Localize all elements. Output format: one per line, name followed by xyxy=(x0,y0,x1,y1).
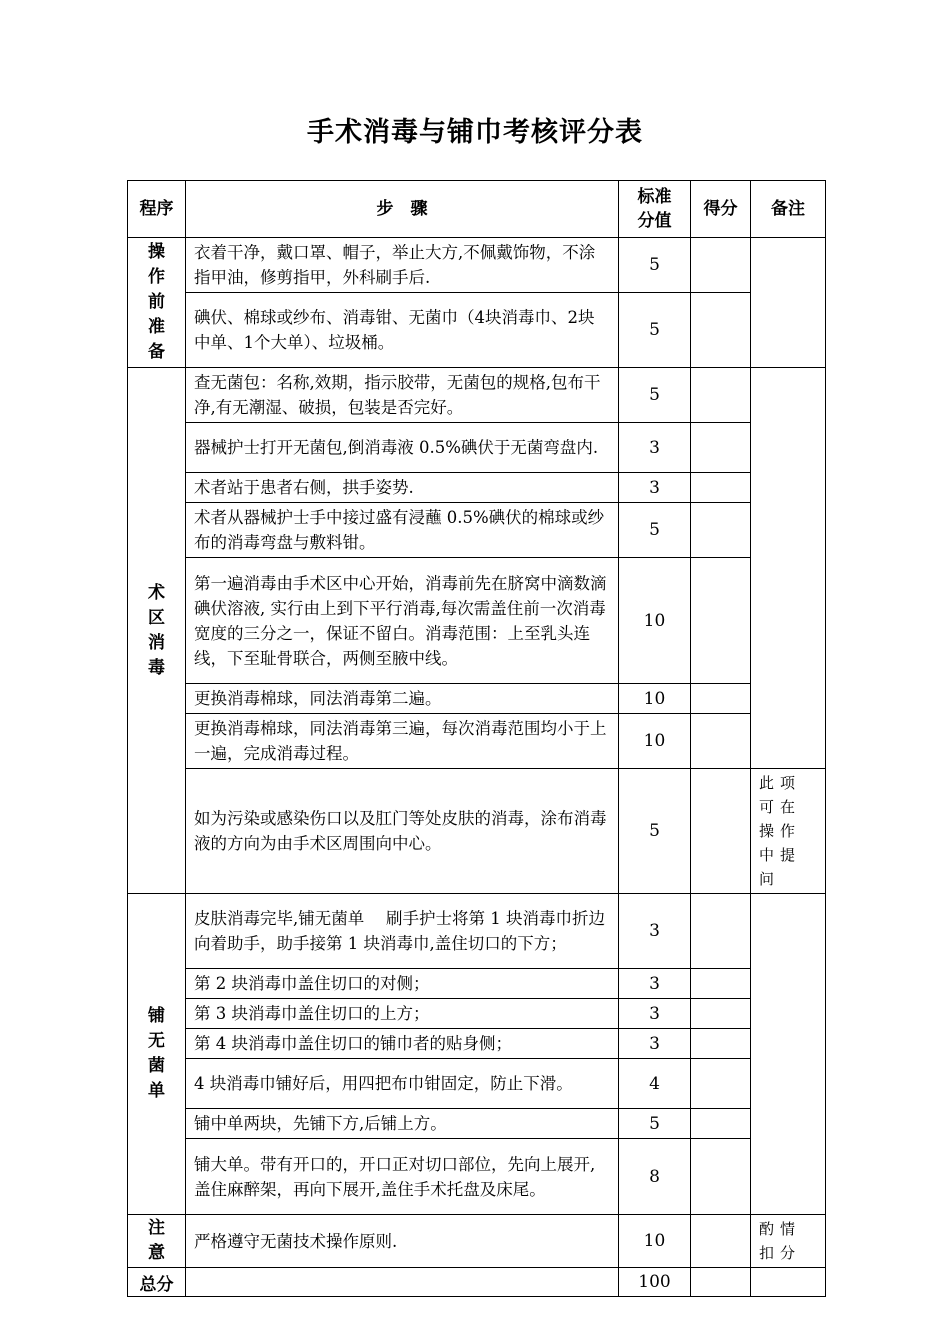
points-cell: 5 xyxy=(619,769,691,894)
remark-note: 此项可在操作中提问 xyxy=(751,769,826,894)
points-cell: 10 xyxy=(619,558,691,684)
step-cell: 如为污染或感染伤口以及肛门等处皮肤的消毒，涂布消毒液的方向为由手术区周围向中心。 xyxy=(186,769,619,894)
table-row xyxy=(128,969,826,999)
step-cell: 衣着干净，戴口罩、帽子，举止大方,不佩戴饰物，不涂指甲油，修剪指甲，外科刷手后. xyxy=(186,238,619,293)
step-cell: 第 4 块消毒巾盖住切口的铺巾者的贴身侧； xyxy=(186,1029,619,1059)
score-cell[interactable] xyxy=(691,238,751,293)
score-cell[interactable] xyxy=(691,684,751,714)
score-cell[interactable] xyxy=(691,368,751,423)
total-label: 总分 xyxy=(128,1268,186,1297)
step-cell: 第 2 块消毒巾盖住切口的对侧； xyxy=(186,969,619,999)
step-cell: 术者站于患者右侧，拱手姿势. xyxy=(186,473,619,503)
score-cell[interactable] xyxy=(691,558,751,684)
total-row xyxy=(128,1268,826,1297)
table-row xyxy=(128,503,826,558)
points-cell: 10 xyxy=(619,1215,691,1268)
header-procedure: 程序 xyxy=(128,181,186,238)
step-cell: 4 块消毒巾铺好后，用四把布巾钳固定，防止下滑。 xyxy=(186,1059,619,1109)
score-cell[interactable] xyxy=(691,473,751,503)
table-header-row xyxy=(128,181,826,238)
table-row xyxy=(128,999,826,1029)
step-cell: 查无菌包：名称,效期，指示胶带，无菌包的规格,包布干净,有无潮湿、破损，包装是否完好。 xyxy=(186,368,619,423)
section-prep: 操作前准备 xyxy=(128,238,186,368)
remark-note: 酌情扣分 xyxy=(751,1215,826,1268)
remark-cell xyxy=(751,238,826,368)
remark-cell xyxy=(751,368,826,769)
table-row xyxy=(128,1109,826,1139)
points-cell: 3 xyxy=(619,1029,691,1059)
table-row xyxy=(128,368,826,423)
score-cell[interactable] xyxy=(691,503,751,558)
points-cell: 3 xyxy=(619,969,691,999)
table-row xyxy=(128,1215,826,1268)
points-cell: 8 xyxy=(619,1139,691,1215)
step-cell: 碘伏、棉球或纱布、消毒钳、无菌巾（4块消毒巾、2块中单、1个大单）、垃圾桶。 xyxy=(186,293,619,368)
remark-cell xyxy=(751,894,826,1215)
points-cell: 3 xyxy=(619,894,691,969)
total-remark-cell xyxy=(751,1268,826,1297)
score-cell[interactable] xyxy=(691,1059,751,1109)
points-cell: 3 xyxy=(619,473,691,503)
table-row xyxy=(128,894,826,969)
table-row xyxy=(128,1059,826,1109)
points-cell: 10 xyxy=(619,714,691,769)
step-cell: 器械护士打开无菌包,倒消毒液 0.5%碘伏于无菌弯盘内. xyxy=(186,423,619,473)
step-cell: 更换消毒棉球，同法消毒第二遍。 xyxy=(186,684,619,714)
score-cell[interactable] xyxy=(691,1109,751,1139)
score-cell[interactable] xyxy=(691,894,751,969)
step-cell: 铺中单两块，先铺下方,后铺上方。 xyxy=(186,1109,619,1139)
points-cell: 10 xyxy=(619,684,691,714)
score-cell[interactable] xyxy=(691,1029,751,1059)
points-cell: 3 xyxy=(619,999,691,1029)
section-disinfect: 术区消毒 xyxy=(128,368,186,894)
step-cell: 铺大单。带有开口的，开口正对切口部位，先向上展开,盖住麻醉架，再向下展开,盖住手术托盘及床尾。 xyxy=(186,1139,619,1215)
points-cell: 5 xyxy=(619,238,691,293)
table-row xyxy=(128,293,826,368)
points-cell: 5 xyxy=(619,293,691,368)
table-row xyxy=(128,238,826,293)
points-cell: 5 xyxy=(619,368,691,423)
score-cell[interactable] xyxy=(691,714,751,769)
header-score: 得分 xyxy=(691,181,751,238)
score-cell[interactable] xyxy=(691,769,751,894)
step-cell: 第一遍消毒由手术区中心开始，消毒前先在脐窝中滴数滴碘伏溶液, 实行由上到下平行消毒,每次需盖住前一次消毒宽度的三分之一，保证不留白。消毒范围：上至乳头连线，下至耻骨联合，两侧至腋中线。 xyxy=(186,558,619,684)
step-cell: 皮肤消毒完毕,铺无菌单 刷手护士将第 1 块消毒巾折边向着助手，助手接第 1 块消毒巾,盖住切口的下方； xyxy=(186,894,619,969)
table-row xyxy=(128,1029,826,1059)
table-row xyxy=(128,558,826,684)
score-cell[interactable] xyxy=(691,293,751,368)
points-cell: 5 xyxy=(619,503,691,558)
points-cell: 4 xyxy=(619,1059,691,1109)
points-cell: 3 xyxy=(619,423,691,473)
table-row xyxy=(128,769,826,894)
step-cell: 更换消毒棉球，同法消毒第三遍，每次消毒范围均小于上一遍，完成消毒过程。 xyxy=(186,714,619,769)
header-steps: 步 骤 xyxy=(186,181,619,238)
table-row xyxy=(128,1139,826,1215)
table-row xyxy=(128,684,826,714)
table-row xyxy=(128,423,826,473)
step-cell: 术者从器械护士手中接过盛有浸蘸 0.5%碘伏的棉球或纱布的消毒弯盘与敷料钳。 xyxy=(186,503,619,558)
section-drape: 铺无菌单 xyxy=(128,894,186,1215)
header-standard: 标准分值 xyxy=(619,181,691,238)
score-cell[interactable] xyxy=(691,969,751,999)
page-title: 手术消毒与铺巾考核评分表 xyxy=(307,117,643,148)
step-cell: 严格遵守无菌技术操作原则. xyxy=(186,1215,619,1268)
score-table xyxy=(127,180,826,1297)
score-cell[interactable] xyxy=(691,1215,751,1268)
table-row xyxy=(128,473,826,503)
score-cell[interactable] xyxy=(691,423,751,473)
score-cell[interactable] xyxy=(691,999,751,1029)
section-attention: 注意 xyxy=(128,1215,186,1268)
total-points: 100 xyxy=(619,1268,691,1297)
total-score-cell[interactable] xyxy=(691,1268,751,1297)
total-empty-cell xyxy=(186,1268,619,1297)
header-remark: 备注 xyxy=(751,181,826,238)
step-cell: 第 3 块消毒巾盖住切口的上方； xyxy=(186,999,619,1029)
score-cell[interactable] xyxy=(691,1139,751,1215)
table-row xyxy=(128,714,826,769)
points-cell: 5 xyxy=(619,1109,691,1139)
